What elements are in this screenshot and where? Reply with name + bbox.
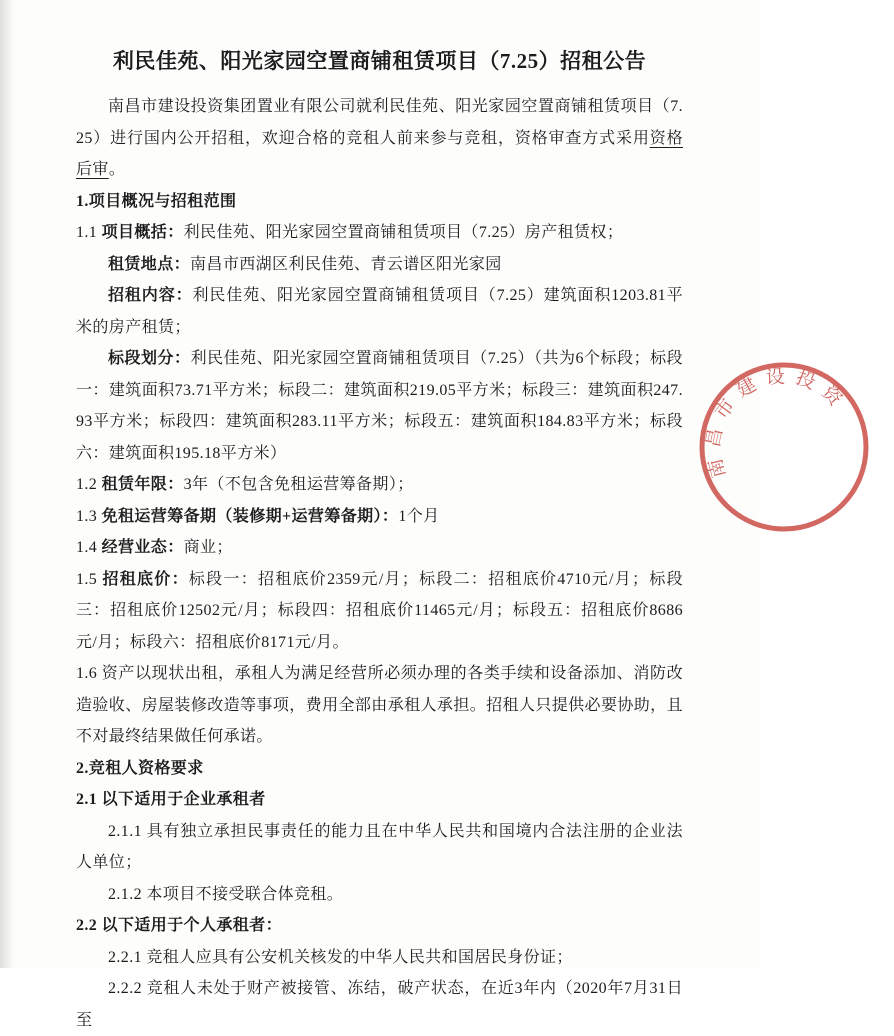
item-bid-sections [76,343,683,469]
text-segment: 2.2 以下适用于个人承租者： [76,917,283,934]
text-segment: 2.2.1 竞租人应具有公安机关核发的中华人民共和国居民身份证； [108,948,573,966]
section-2-1-heading [76,784,683,816]
section-2-2-heading [76,910,683,942]
text-segment: 免租运营筹备期（装修期+运营筹备期）： [101,507,399,525]
item-1-6-as-is-condition [76,658,683,753]
item-2-2-2 [76,973,683,1036]
text-segment: 利民佳苑、阳光家园空置商铺租赁项目（7.25）建筑面积1203.81平米的房产租赁； [76,287,683,336]
item-lease-location [76,249,683,281]
text-segment: 2.1.1 具有独立承担民事责任的能力且在中华人民共和国境内合法注册的企业法人单位； [76,822,683,871]
text-segment: 租赁年限： [101,476,184,493]
intro-paragraph [76,91,683,186]
text-segment: 1.1 [76,224,102,241]
underlined-text: 资格后审 [76,129,683,178]
item-2-1-2 [76,879,683,911]
item-1-5-base-prices [76,564,683,659]
text-segment: 南昌市建设投资集团置业有限公司就利民佳苑、阳光家园空置商铺租赁项目（7.25）进行国内公开招租，欢迎合格的竞租人前来参与竞租，资格审查方式采用 [76,98,683,147]
item-1-4-business-type [76,532,683,564]
text-segment: 利民佳苑、阳光家园空置商铺租赁项目（7.25）（共为6个标段；标段一：建筑面积73.71平方米；标段二：建筑面积219.05平方米；标段三：建筑面积247.93平方米；标段四：建筑面积283.11平方米；标段五：建筑面积184.83平方米；标段六：建筑面积195.18平方米） [76,350,683,462]
item-1-3-rent-free-period [76,501,683,533]
text-segment: 标段一：招租底价2359元/月；标段二：招租底价4710元/月；标段三：招租底价12502元/月；标段四：招租底价11465元/月；标段五：招租底价8686元/月；标段六：招租底价8171元/月。 [76,570,683,651]
text-segment: 1.4 [76,539,102,556]
text-segment: 租赁地点： [108,255,191,273]
text-segment: 2.竞租人资格要求 [76,759,204,777]
text-segment: 2.1.2 本项目不接受联合体竞租。 [108,885,344,903]
seal-text: 南昌市建设投资 [702,366,852,480]
document-body [76,91,683,1036]
section-2-heading [76,753,683,785]
text-segment: 1.项目概况与招租范围 [76,192,237,210]
text-segment: 1.5 [76,570,103,588]
text-segment: 。 [108,161,126,178]
item-2-2-1 [76,942,683,974]
text-segment: 利民佳苑、阳光家园空置商铺租赁项目（7.25）房产租赁权； [183,224,624,241]
text-segment: 1.6 资产以现状出租，承租人为满足经营所必须办理的各类手续和设备添加、消防改造验收、房屋装修改造等事项，费用全部由承租人承担。招租人只提供必要协助，且不对最终结果做任何承诺。 [76,665,683,745]
document-title: 利民佳苑、阳光家园空置商铺租赁项目（7.25）招租公告 [112,49,647,73]
text-segment: 南昌市西湖区利民佳苑、青云谱区阳光家园 [190,255,502,273]
text-segment: 1.3 [76,507,102,525]
text-segment: 标段划分： [108,350,191,367]
item-1-1-project-summary [76,217,683,249]
text-segment: 2.1 以下适用于企业承租者 [76,791,266,808]
text-segment: 1.2 [76,476,102,493]
text-segment: 经营业态： [101,539,184,556]
item-2-1-1 [76,816,683,879]
text-segment: 2.2.2 竞租人未处于财产被接管、冻结，破产状态，在近3年内（2020年7月31日至 [76,980,683,1029]
item-lease-content [76,280,683,343]
text-segment: 商业； [183,539,233,556]
text-segment: 招租内容： [108,287,193,304]
text-segment: 1个月 [398,507,440,525]
section-1-heading [76,186,683,218]
item-1-2-lease-term [76,469,683,501]
text-segment: 3年（不包含免租运营筹备期）； [183,476,414,493]
text-segment: 招租底价： [102,570,189,588]
text-segment: 项目概括： [101,224,184,241]
